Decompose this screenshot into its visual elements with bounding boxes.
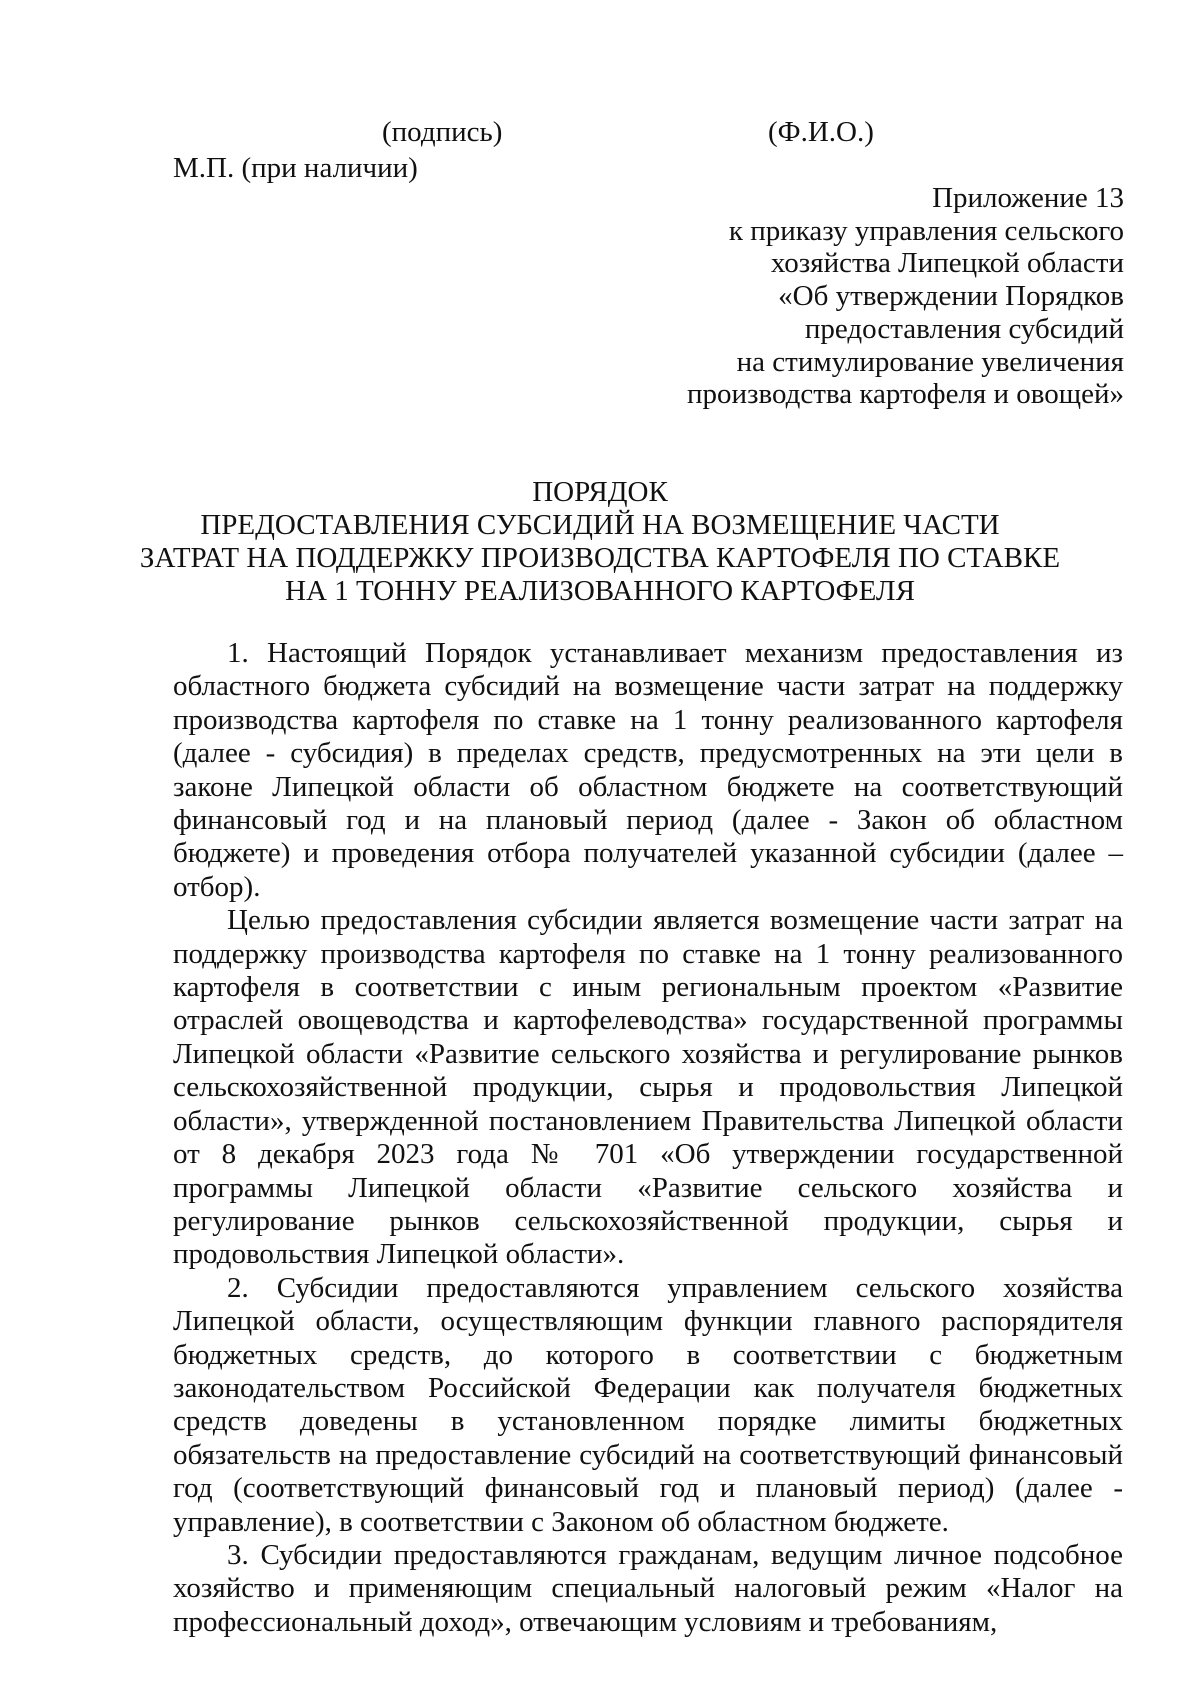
document-body <box>173 637 1123 1639</box>
signature-labels-row <box>0 112 1200 152</box>
paragraph: 2. Субсидии предоставляются управлением сельского хозяйства Липецкой области, осуществляющим функции главного распорядителя бюджетных средств, до которого в соответствии с бюджетным законодательством Российской Федерации как получателя бюджетных средств доведены в установленном порядке лимиты бюджетных обязательств на предоставление субсидий на соответствующий финансовый год (соответствующий финансовый год и плановый период) (далее - управление), в соответствии с Законом об областном бюджете. <box>173 1271 1123 1538</box>
signature-label: (подпись) <box>382 116 503 148</box>
appendix-line: на стимулирование увеличения <box>736 345 1124 378</box>
appendix-header <box>424 182 1124 411</box>
appendix-line: «Об утверждении Порядков <box>778 280 1124 313</box>
title-line: ПОРЯДОК <box>532 476 668 508</box>
paragraph: 1. Настоящий Порядок устанавливает механизм предоставления из областного бюджета субсидий на возмещение части затрат на поддержку производства картофеля по ставке на 1 тонну реализованного картофеля (далее - субсидия) в пределах средств, предусмотренных на эти цели в законе Липецкой области об областном бюджете на соответствующий финансовый год и на плановый период (далее - Закон об областном бюджете) и проведения отбора получателей указанной субсидии (далее – отбор). <box>173 637 1123 903</box>
full-name-label: (Ф.И.О.) <box>768 116 874 148</box>
document-title <box>100 476 1100 608</box>
appendix-line: предоставления субсидий <box>804 312 1124 345</box>
appendix-line: к приказу управления сельского <box>728 214 1124 247</box>
appendix-line: Приложение 13 <box>932 182 1124 214</box>
paragraph: 3. Субсидии предоставляются гражданам, ведущим личное подсобное хозяйство и применяющим специальный налоговый режим «Налог на профессиональный доход», отвечающим условиям и требованиям, <box>173 1538 1123 1638</box>
title-line: ПРЕДОСТАВЛЕНИЯ СУБСИДИЙ НА ВОЗМЕЩЕНИЕ ЧАСТИ <box>200 509 1000 541</box>
seal-label: М.П. (при наличии) <box>173 152 418 184</box>
title-line: ЗАТРАТ НА ПОДДЕРЖКУ ПРОИЗВОДСТВА КАРТОФЕЛЯ ПО СТАВКЕ <box>139 542 1061 574</box>
paragraph: Целью предоставления субсидии является возмещение части затрат на поддержку производства картофеля по ставке на 1 тонну реализованного картофеля в соответствии с иным региональным проектом «Развитие отраслей овощеводства и картофелеводства» государственной программы Липецкой области «Развитие сельского хозяйства и регулирование рынков сельскохозяйственной продукции, сырья и продовольствия Липецкой области», утвержденной постановлением Правительства Липецкой области от 8 декабря 2023 года № 701 «Об утверждении государственной программы Липецкой области «Развитие сельского хозяйства и регулирование рынков сельскохозяйственной продукции, сырья и продовольствия Липецкой области». <box>173 904 1123 1271</box>
appendix-line: хозяйства Липецкой области <box>770 247 1124 280</box>
appendix-line: производства картофеля и овощей» <box>686 378 1124 411</box>
title-line: НА 1 ТОННУ РЕАЛИЗОВАННОГО КАРТОФЕЛЯ <box>285 575 915 607</box>
